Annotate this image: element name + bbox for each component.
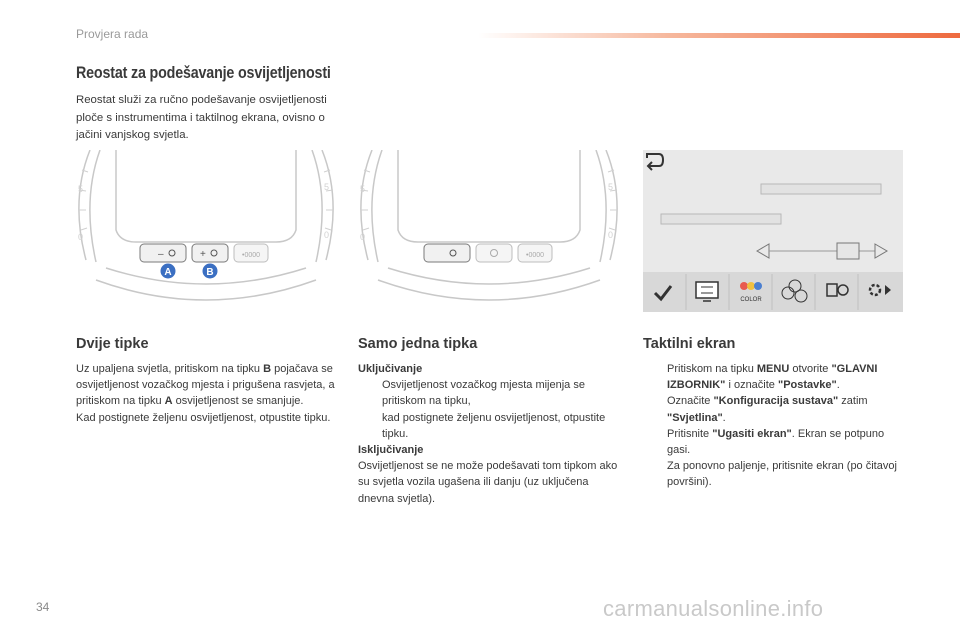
svg-text:0: 0 [324, 230, 330, 240]
figure-touch-screen [643, 150, 903, 312]
svg-text:0: 0 [360, 232, 366, 242]
col2-bullet-1: Osvijetljenost vozačkog mjesta mijenja se pritiskom na tipku, [382, 379, 585, 408]
page-number: 34 [36, 600, 50, 614]
svg-text:•0000: •0000 [526, 252, 545, 259]
section-title: Reostat za podešavanje osvijetljenosti [76, 63, 331, 82]
brightness-slider [757, 243, 887, 259]
screen-off-icon [696, 282, 718, 301]
col2-bullet-2: kad postignete željenu osvijetljenost, otpustite tipku. [382, 411, 606, 440]
col2-off-text: Osvijetljenost se ne može podešavati tom tipkom ako su svjetla vozila ugašena ili danju (uz uključena dnevna svjetla). [358, 460, 618, 505]
label-a: A [164, 267, 172, 278]
figure-one-button [358, 150, 620, 312]
watermark: carmanualsonline.info [603, 596, 824, 621]
col3-bullet-3: Pritisnite "Ugasiti ekran". Ekran se potpuno gasi. Za ponovno paljenje, pritisnite ekran (po čitavoj površini). [667, 427, 897, 489]
col3-bullet-2: Označite "Konfiguracija sustava" zatim "Svjetlina". [667, 395, 868, 424]
col2-off-heading: Isključivanje [358, 444, 424, 457]
svg-text:0: 0 [608, 230, 614, 240]
header-accent-bar [478, 33, 960, 38]
intro-paragraph: Reostat služi za ručno podešavanje osvijetljenosti ploče s instrumentima i taktilnog ekrana, ovisno o jačini vanjskog svjetla. [76, 94, 327, 141]
svg-text:5: 5 [360, 184, 366, 194]
col2-body [358, 361, 620, 507]
svg-text:+: + [200, 249, 206, 260]
col1-text-4: Kad postignete željenu osvijetljenost, otpustite tipku. [76, 411, 331, 424]
col3-body [643, 361, 905, 491]
col2-title: Samo jedna tipka [358, 336, 478, 352]
col3-bullet-1: Pritiskom na tipku MENU otvorite "GLAVNI IZBORNIK" i označite "Postavke". [667, 363, 878, 392]
label-b-badge [202, 263, 218, 279]
col1-body [76, 361, 338, 426]
color-label: COLOR [740, 297, 762, 303]
svg-text:5: 5 [78, 184, 84, 194]
col3-title: Taktilni ekran [643, 336, 736, 352]
figure-two-buttons [76, 150, 336, 312]
col1-text-1: Uz upaljena svjetla, pritiskom na tipku [76, 363, 264, 375]
col1-text-2: pojačava se osvijetljenost vozačkog mjesta i prigušena rasvjeta, a pritiskom na tipku [76, 363, 335, 408]
svg-text:•0000: •0000 [242, 252, 261, 259]
label-b: B [206, 267, 214, 278]
col2-on-heading: Uključivanje [358, 363, 423, 375]
label-a-badge [160, 263, 176, 279]
svg-text:–: – [158, 249, 164, 260]
col1-key-b: B [263, 363, 272, 375]
col1-key-a: A [164, 395, 173, 408]
header-title: Provjera rada [76, 27, 149, 41]
svg-text:0: 0 [78, 232, 84, 242]
col1-text-3: osvijetljenost se smanjuje. [172, 395, 304, 408]
svg-text:5: 5 [324, 182, 330, 192]
svg-text:5: 5 [608, 182, 614, 192]
back-arrow-icon [647, 154, 663, 170]
col1-title: Dvije tipke [76, 336, 149, 352]
